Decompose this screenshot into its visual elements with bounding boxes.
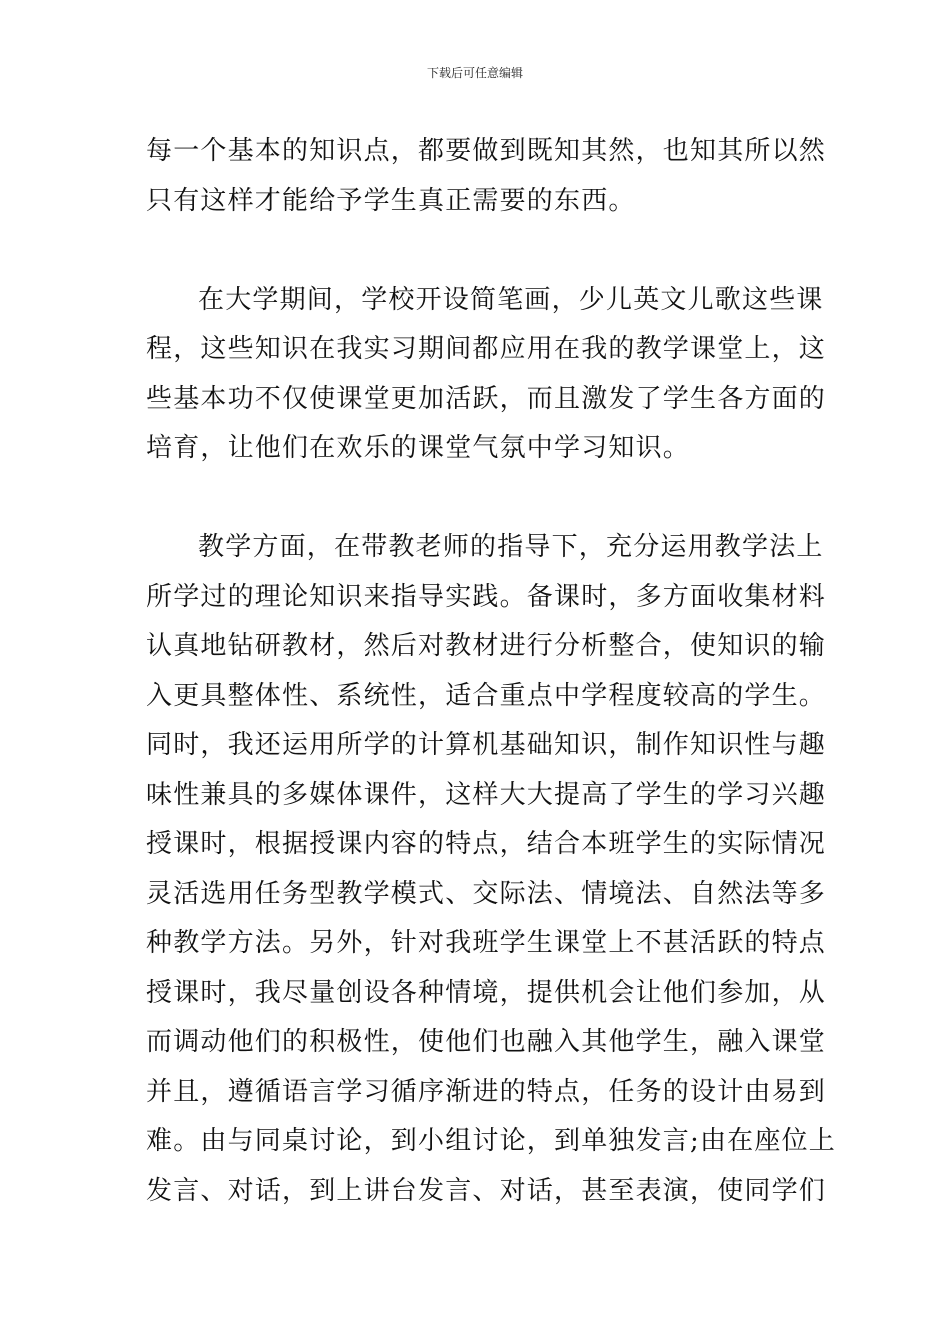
- body-text: [146, 127, 836, 1216]
- text-line: 难。由与同桌讨论，到小组讨论，到单独发言;由在座位上: [146, 1126, 836, 1156]
- text-line: 种教学方法。另外，针对我班学生课堂上不甚活跃的特点: [146, 928, 827, 958]
- text-line: 每一个基本的知识点，都要做到既知其然，也知其所以然: [146, 136, 827, 166]
- text-line: 教学方面，在带教老师的指导下，充分运用教学法上: [198, 532, 824, 562]
- text-line: 在大学期间，学校开设简笔画，少儿英文儿歌这些课: [198, 284, 824, 315]
- text-line: 授课时，根据授课内容的特点，结合本班学生的实际情况: [146, 829, 827, 859]
- text-line: 培育，让他们在欢乐的课堂气氛中学习知识。: [146, 433, 691, 463]
- text-line: 发言、对话，到上讲台发言、对话，甚至表演，使同学们: [146, 1175, 827, 1206]
- text-line: 而调动他们的积极性，使他们也融入其他学生，融入课堂: [146, 1027, 827, 1057]
- paragraph-gap: [146, 474, 812, 524]
- text-line: 程，这些知识在我实习期间都应用在我的教学课堂上，这: [146, 334, 827, 364]
- text-line: 所学过的理论知识来指导实践。备课时，多方面收集材料: [146, 581, 827, 612]
- header-note: 下载后可任意编辑: [426, 66, 523, 80]
- text-line: 认真地钻研教材，然后对教材进行分析整合，使知识的输: [146, 631, 827, 661]
- text-line: 并且，遵循语言学习循序渐进的特点，任务的设计由易到: [146, 1076, 827, 1107]
- text-line: 味性兼具的多媒体课件，这样大大提高了学生的学习兴趣: [146, 779, 827, 810]
- paragraph-2: [146, 276, 827, 474]
- text-line: 入更具整体性、系统性，适合重点中学程度较高的学生。: [146, 680, 827, 711]
- paragraph-gap: [146, 226, 812, 276]
- paragraph-1: [146, 127, 827, 226]
- text-line: 灵活选用任务型教学模式、交际法、情境法、自然法等多: [146, 878, 827, 909]
- text-line: 只有这样才能给予学生真正需要的东西。: [146, 185, 636, 216]
- text-line: 授课时，我尽量创设各种情境，提供机会让他们参加，从: [146, 977, 827, 1008]
- text-line: 同时，我还运用所学的计算机基础知识，制作知识性与趣: [146, 730, 827, 760]
- paragraph-3: [146, 523, 836, 1216]
- text-line: 些基本功不仅使课堂更加活跃，而且激发了学生各方面的: [146, 383, 827, 414]
